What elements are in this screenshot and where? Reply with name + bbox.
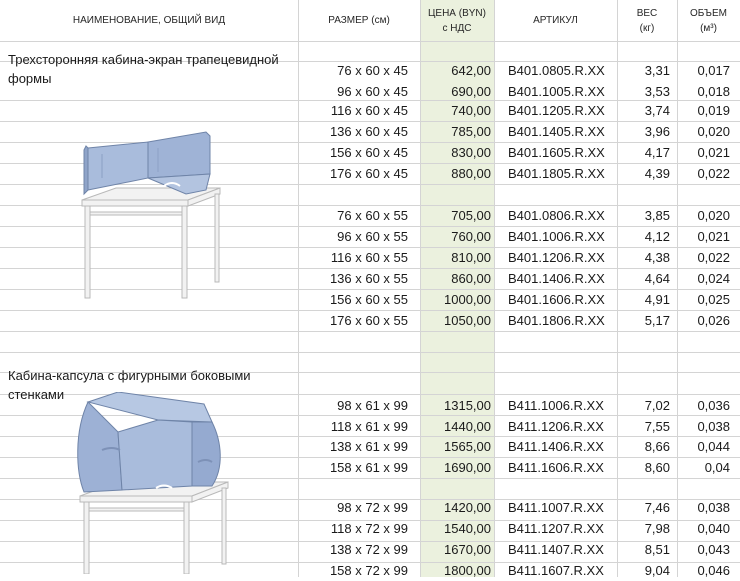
weight-cell: 7,02 [644, 398, 670, 413]
price-cell: 1670,00 [444, 542, 491, 557]
product-2-title: Кабина-капсула с фигурными боковыми стенками [8, 368, 251, 402]
price-cell: 1540,00 [444, 521, 491, 536]
article-cell: B401.1206.R.XX [508, 250, 605, 265]
weight-cell: 3,74 [644, 103, 670, 118]
weight-cell: 5,17 [644, 313, 670, 328]
price-cell: 1000,00 [444, 292, 491, 307]
price-cell: 705,00 [451, 208, 491, 223]
weight-cell: 4,39 [644, 166, 670, 181]
article-cell: B411.1606.R.XX [508, 460, 604, 475]
grid-row-line [0, 352, 740, 353]
header-weight-line2: (кг) [639, 22, 655, 34]
weight-cell: 4,12 [644, 229, 670, 244]
grid-row-line [0, 331, 740, 332]
weight-cell: 7,46 [644, 500, 670, 515]
grid-row-line [0, 41, 740, 42]
weight-cell: 8,66 [644, 439, 670, 454]
header-price [420, 0, 494, 41]
article-cell: B401.1205.R.XX [508, 103, 605, 118]
article-cell: B411.1406.R.XX [508, 439, 604, 454]
article-cell: B411.1207.R.XX [508, 521, 604, 536]
price-cell: 740,00 [451, 103, 491, 118]
size-cell: 76 x 60 x 45 [337, 63, 408, 78]
article-cell: B411.1607.R.XX [508, 563, 604, 578]
size-cell: 96 x 60 x 45 [337, 84, 408, 99]
volume-cell: 0,038 [697, 500, 730, 515]
product-1-title: Трехсторонняя кабина-экран трапецевидной формы [8, 52, 279, 86]
header-name [0, 0, 298, 41]
volume-cell: 0,040 [697, 521, 730, 536]
header-volume-line2: (м³) [700, 22, 717, 34]
size-cell: 156 x 60 x 45 [329, 145, 408, 160]
article-cell: B411.1006.R.XX [508, 398, 604, 413]
size-cell: 158 x 61 x 99 [329, 460, 408, 475]
volume-cell: 0,021 [697, 145, 730, 160]
article-cell: B401.1405.R.XX [508, 124, 605, 139]
size-cell: 136 x 60 x 55 [329, 271, 408, 286]
weight-cell: 9,04 [644, 563, 670, 578]
header-name-text: НАИМЕНОВАНИЕ, ОБЩИЙ ВИД [72, 15, 226, 26]
price-cell: 690,00 [451, 84, 491, 99]
volume-cell: 0,018 [697, 84, 730, 99]
weight-cell: 7,55 [644, 419, 670, 434]
weight-cell: 3,96 [644, 124, 670, 139]
header-volume [677, 0, 740, 41]
header-weight [617, 0, 677, 41]
size-cell: 176 x 60 x 45 [329, 166, 408, 181]
header-price-line1: ЦЕНА (BYN) [428, 7, 486, 19]
size-cell: 96 x 60 x 55 [337, 229, 408, 244]
weight-cell: 3,53 [644, 84, 670, 99]
volume-cell: 0,043 [697, 542, 730, 557]
volume-cell: 0,046 [697, 563, 730, 578]
volume-cell: 0,026 [697, 313, 730, 328]
header-weight-line1: ВЕС [636, 7, 658, 19]
size-cell: 138 x 61 x 99 [329, 439, 408, 454]
price-cell: 642,00 [451, 63, 491, 78]
article-cell: B401.1605.R.XX [508, 145, 605, 160]
weight-cell: 3,85 [644, 208, 670, 223]
volume-cell: 0,020 [697, 124, 730, 139]
header-article-text: АРТИКУЛ [533, 15, 578, 26]
article-cell: B401.1806.R.XX [508, 313, 605, 328]
article-cell: B411.1206.R.XX [508, 419, 604, 434]
volume-cell: 0,044 [697, 439, 730, 454]
price-cell: 880,00 [451, 166, 491, 181]
size-cell: 98 x 72 x 99 [337, 500, 408, 515]
volume-cell: 0,038 [697, 419, 730, 434]
header-price-line2: с НДС [442, 22, 472, 34]
header-size-text: РАЗМЕР (см) [328, 15, 390, 26]
article-cell: B411.1007.R.XX [508, 500, 604, 515]
header-volume-line1: ОБЪЕМ [690, 7, 727, 19]
trapezoid-desk-screen-icon [68, 128, 228, 300]
volume-cell: 0,022 [697, 250, 730, 265]
volume-cell: 0,04 [704, 460, 730, 475]
price-cell: 760,00 [451, 229, 491, 244]
price-cell: 1420,00 [444, 500, 491, 515]
volume-cell: 0,025 [697, 292, 730, 307]
size-cell: 98 x 61 x 99 [337, 398, 408, 413]
volume-cell: 0,020 [697, 208, 730, 223]
weight-cell: 3,31 [644, 63, 670, 78]
article-cell: B401.1606.R.XX [508, 292, 605, 307]
volume-cell: 0,019 [697, 103, 730, 118]
weight-cell: 8,51 [644, 542, 670, 557]
size-cell: 76 x 60 x 55 [337, 208, 408, 223]
size-cell: 138 x 72 x 99 [329, 542, 408, 557]
size-cell: 158 x 72 x 99 [329, 563, 408, 578]
article-cell: B401.1406.R.XX [508, 271, 605, 286]
price-cell: 1440,00 [444, 419, 491, 434]
size-cell: 118 x 61 x 99 [330, 419, 408, 434]
weight-cell: 4,38 [644, 250, 670, 265]
grid-column-line [494, 0, 495, 577]
size-cell: 156 x 60 x 55 [329, 292, 408, 307]
size-cell: 176 x 60 x 55 [329, 313, 408, 328]
volume-cell: 0,021 [697, 229, 730, 244]
article-cell: B401.1006.R.XX [508, 229, 605, 244]
capsule-desk-screen-icon [72, 392, 242, 574]
header-size [298, 0, 420, 41]
price-cell: 785,00 [451, 124, 491, 139]
volume-cell: 0,017 [697, 63, 730, 78]
article-cell: B401.0805.R.XX [508, 63, 605, 78]
volume-cell: 0,024 [697, 271, 730, 286]
weight-cell: 7,98 [644, 521, 670, 536]
size-cell: 116 x 60 x 45 [330, 103, 408, 118]
article-cell: B411.1407.R.XX [508, 542, 604, 557]
price-cell: 1690,00 [444, 460, 491, 475]
weight-cell: 4,91 [644, 292, 670, 307]
weight-cell: 4,64 [644, 271, 670, 286]
article-cell: B401.0806.R.XX [508, 208, 605, 223]
price-cell: 810,00 [451, 250, 491, 265]
price-cell: 1315,00 [444, 398, 491, 413]
price-cell: 1565,00 [444, 439, 491, 454]
weight-cell: 8,60 [644, 460, 670, 475]
volume-cell: 0,036 [697, 398, 730, 413]
price-cell: 860,00 [451, 271, 491, 286]
volume-cell: 0,022 [697, 166, 730, 181]
price-cell: 830,00 [451, 145, 491, 160]
price-cell: 1050,00 [444, 313, 491, 328]
price-cell: 1800,00 [444, 563, 491, 578]
size-cell: 118 x 72 x 99 [330, 521, 408, 536]
weight-cell: 4,17 [644, 145, 670, 160]
header-article [494, 0, 617, 41]
size-cell: 116 x 60 x 55 [330, 250, 408, 265]
article-cell: B401.1005.R.XX [508, 84, 605, 99]
article-cell: B401.1805.R.XX [508, 166, 605, 181]
size-cell: 136 x 60 x 45 [329, 124, 408, 139]
